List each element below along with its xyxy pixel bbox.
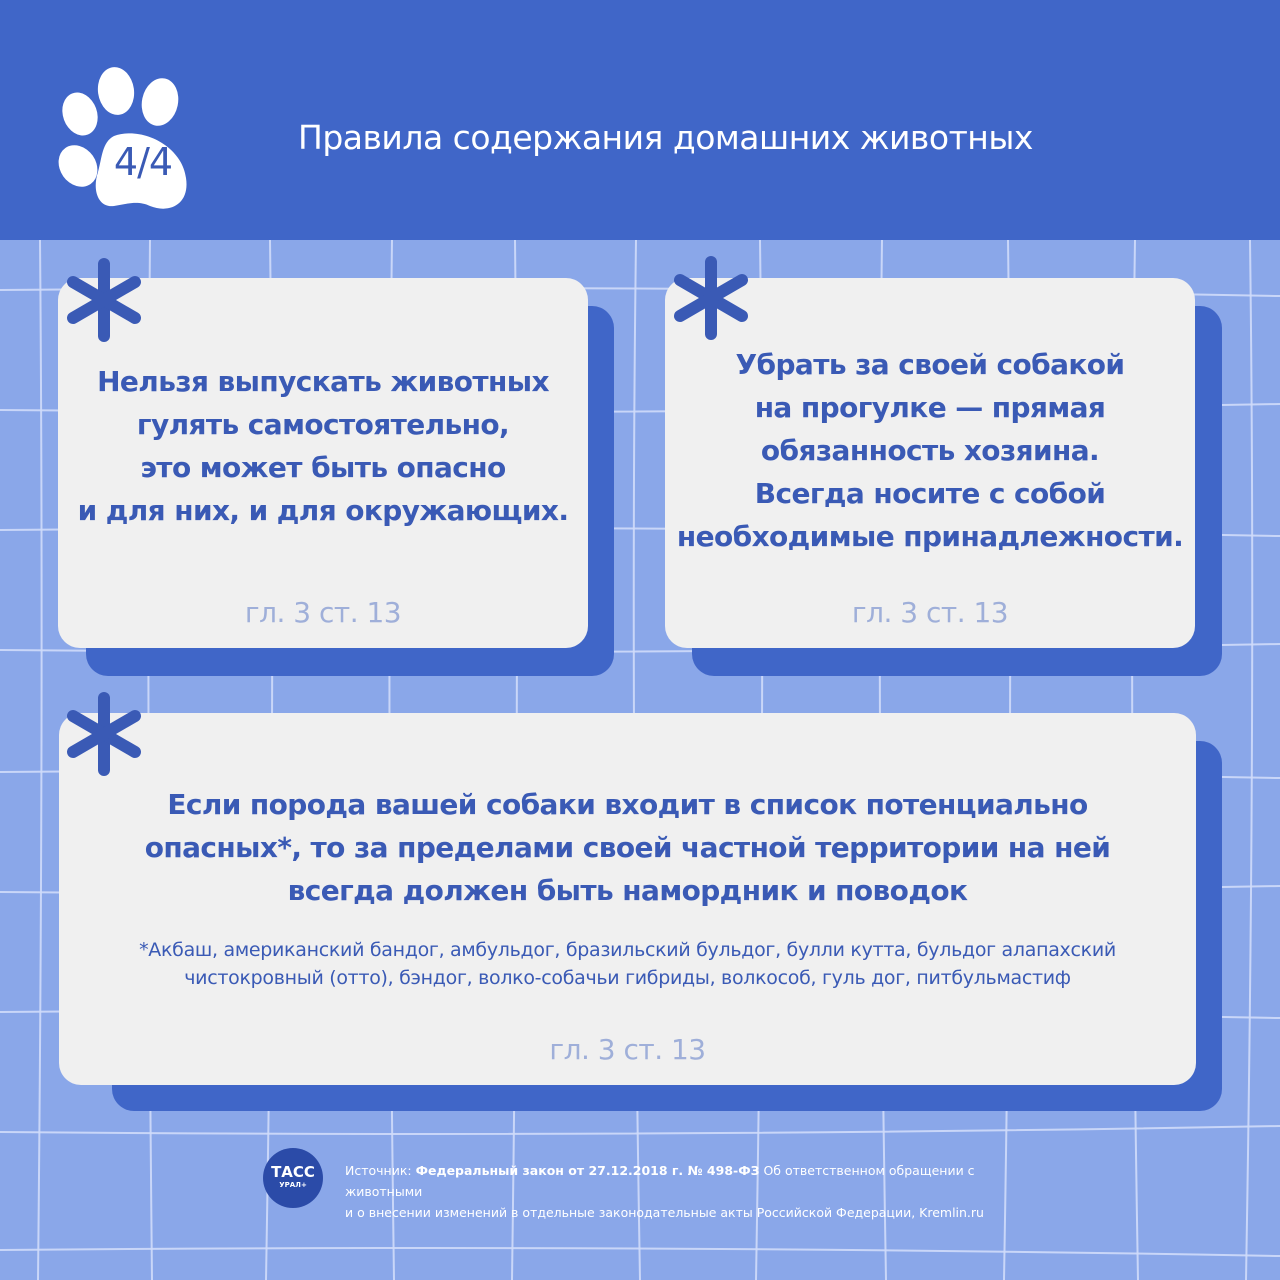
tass-logo (263, 1148, 323, 1208)
page-counter: 4/4 (113, 140, 173, 184)
source-law-title: Об ответственном обращении с животными (345, 1163, 975, 1199)
rule-text: Нельзя выпускать животных гулять самостоятельно, это может быть опасно и для них, и для окружающих. (77, 365, 569, 527)
asterisk-icon (58, 688, 150, 780)
asterisk-icon (665, 252, 757, 344)
rule-card-3 (59, 713, 1196, 1085)
law-reference: гл. 3 ст. 13 (549, 1033, 706, 1066)
asterisk-icon (58, 254, 150, 346)
breed-footnote: *Акбаш, американский бандог, амбульдог, бразильский бульдог, булли кутта, бульдог алапахский чистокровный (отто), бэндог, волко-собачьи гибриды, волкособ, гуль дог, питбульмастиф (139, 939, 1116, 989)
rule-text: Убрать за своей собакой на прогулке — прямая обязанность хозяина. Всегда носите с собой необходимые принадлежности. (676, 348, 1184, 553)
law-reference: гл. 3 ст. 13 (244, 596, 402, 629)
logo-text: ТАСС (271, 1163, 315, 1181)
page-title: Правила содержания домашних животных (298, 118, 1033, 157)
law-reference: гл. 3 ст. 13 (851, 596, 1009, 629)
header-banner (0, 0, 1280, 240)
logo-subtext: УРАЛ+ (279, 1181, 307, 1189)
source-line-2: и о внесении изменений в отдельные законодательные акты Российской Федерации, Kremlin.ru (345, 1205, 984, 1220)
source-law: Федеральный закон от 27.12.2018 г. № 498-ФЗ (415, 1163, 760, 1178)
rule-text: Если порода вашей собаки входит в список потенциально опасных*, то за пределами своей частной территории на ней всегда должен быть намордник и поводок (144, 788, 1111, 907)
source-line-1 (345, 1160, 1045, 1202)
source-citation (345, 1160, 1045, 1223)
source-label: Источник: (345, 1163, 412, 1178)
